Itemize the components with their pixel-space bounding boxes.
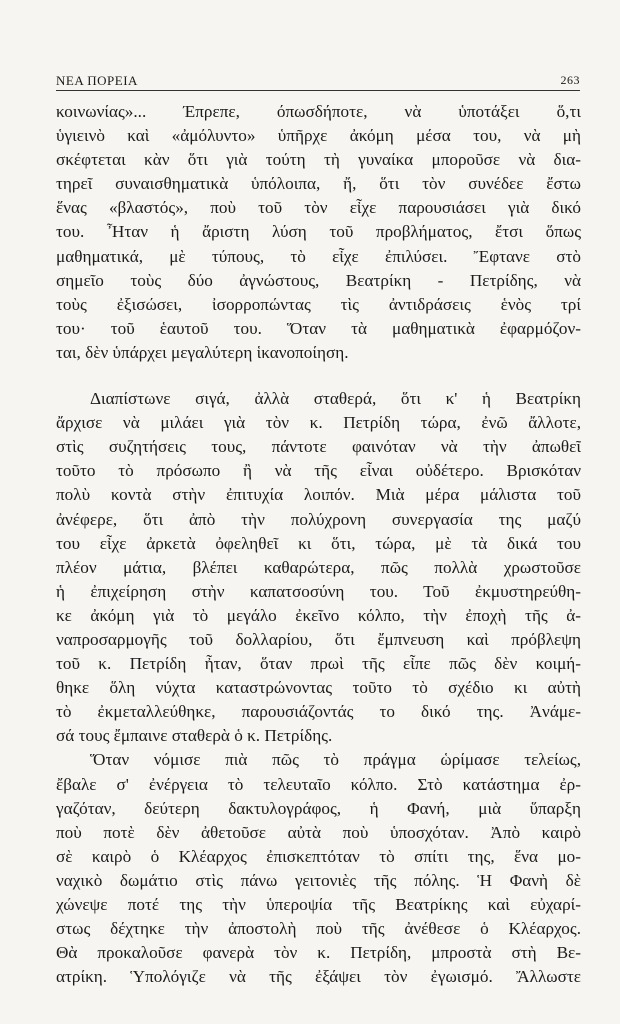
text-line: ναπροσαρμογῆς τοῦ δολλαρίου, ὅτι ἔμπνευση καὶ πρόβλεψη [56,629,581,649]
text-line: του εἶχε ἀρκετὰ ὀφεληθεῖ κι ὅτι, τώρα, μὲ τὰ δικά του [56,533,581,553]
text-line: ἄρχισε νὰ μιλάει γιὰ τὸν κ. Πετρίδη τώρα, ἐνῶ ἄλλοτε, [56,413,581,433]
text-line: του. Ἦταν ἡ ἄριστη λύση τοῦ προβλήματος, ἔτσι ὅπως [56,222,581,242]
text-line: σά τους ἔμπαινε σταθερὰ ὁ κ. Πετρίδης. [56,726,333,746]
text-line: κοινωνίας»... Έπρεπε, όπωσδήποτε, νὰ ὑποτάξει ὅ,τι [56,102,581,121]
text-line: σὲ καιρὸ ὁ Κλέαρχος ἐπισκεπτόταν τὸ σπίτι της, ἕνα μο- [56,846,581,866]
text-line: ἕνας «βλαστός», ποὺ τοῦ τὸν εἶχε παρουσιάσει γιὰ δικό [56,198,581,218]
text-line: ἡ ἐπιχείρηση στὴν καπατσοσύνη του. Τοῦ ἐκμυστηρεύθη- [56,581,581,601]
text-line: στὶς συζητήσεις τους, πάντοτε φαινόταν νὰ τὴν ἀπωθεῖ [56,437,581,457]
text-line: ἀνέφερε, ὅτι ἀπὸ τὴν πολύχρονη συνεργασία της μαζύ [56,509,581,529]
text-line: μαθηματικά, μὲ τύπους, τὸ εἶχε ἐπιλύσει. Ἔφτανε στὸ [56,246,581,266]
journal-title: ΝΕΑ ΠΟΡΕΙΑ [56,73,138,88]
page-body [56,100,581,989]
text-line: Θὰ προκαλοῦσε φανερὰ τὸν κ. Πετρίδη, μπροστὰ στὴ Βε- [56,943,581,963]
text-line: πολὺ κοντὰ στὴν ἐπιτυχία λοιπόν. Μιὰ μέρα μάλιστα τοῦ [56,485,581,505]
text-line: τηρεῖ συναισθηματικὰ ὑπόλοιπα, ἤ, ὅτι τὸν συνέδεε ἔστω [56,174,581,194]
text-line: ται, δὲν ὑπάρχει μεγαλύτερη ἱκανοποίηση. [56,342,349,362]
text-line: τοῦτο τὸ πρόσωπο ἢ νὰ τῆς εἶναι οὐδέτερο. Βρισκόταν [56,461,581,481]
paragraph-1 [56,100,581,365]
text-line: χώνεψε ποτέ της τὴν ὑπεροψία τῆς Βεατρίκης καὶ εὐχαρί- [56,895,581,914]
text-line: ὑγιεινὸ καὶ «ἀμόλυντο» ὑπῆρχε ἀκόμη μέσα του, νὰ μὴ [56,126,581,146]
text-line: ἔβαλε σ' ἐνέργεια τὸ τελευταῖο κόλπο. Στὸ κατάστημα ἐρ- [56,774,581,794]
text-line: σημεῖο τοὺς δύο ἀγνώστους, Βεατρίκη - Πετρίδης, νὰ [56,270,581,290]
paragraph-2 [56,387,581,748]
text-line: τὸ ἐκμεταλλεύθηκε, παρουσιάζοντάς το δικό της. Ἀνάμε- [56,702,581,722]
text-line: σκέφτεται κὰν ὅτι γιὰ τούτη τὴ γυναίκα μποροῦσε νὰ δια- [56,150,581,170]
text-line: ναχικὸ δωμάτιο στὶς πάνω γειτονιὲς τῆς πόλης. Ἡ Φανὴ δὲ [56,870,581,890]
running-header [56,70,580,91]
text-line: γαζόταν, δεύτερη δακτυλογράφος, ἡ Φανή, μιὰ ὕπαρξη [56,798,581,818]
text-line: του· τοῦ ἑαυτοῦ του. Ὅταν τὰ μαθηματικὰ ἐφαρμόζον- [56,318,581,338]
page-number: 263 [560,73,580,87]
text-line: θηκε ὅλη νύχτα καταστρώνοντας τοῦτο τὸ σχέδιο κι αὐτὴ [56,678,581,698]
text-line: Διαπίστωνε σιγά, ἀλλὰ σταθερά, ὅτι κ' ἡ Βεατρίκη [90,389,581,409]
text-line: τοὺς ἐξισώσει, ἰσορροπώντας τὶς ἀντιδράσεις ἑνὸς τρί [56,294,581,314]
text-line: ατρίκη. Ὑπολόγιζε νὰ τῆς ἐξάψει τὸν ἐγωισμό. Ἄλλωστε [56,967,581,987]
text-line: πλέον μάτια, βλέπει καθαρώτερα, πῶς πολλὰ χρωστοῦσε [56,557,581,577]
text-line: κε ἀκόμη γιὰ τὸ μεγάλο ἐκεῖνο κόλπο, τὴν ἐποχὴ τῆς ἀ- [56,605,581,625]
text-line: στως δέχτηκε τὴν ἀποστολὴ ποὺ τῆς ἀνέθεσε ὁ Κλέαρχος. [56,919,581,939]
text-line: τοῦ κ. Πετρίδη ἦταν, ὅταν πρωὶ τῆς εἶπε πῶς δὲν κοιμή- [56,654,581,674]
text-line: ποὺ ποτὲ δὲν ἀθετοῦσε αὐτὰ ποὺ ὑποσχόταν. Ἀπὸ καιρὸ [56,822,581,842]
text-line: Ὅταν νόμισε πιὰ πῶς τὸ πράγμα ὡρίμασε τελείως, [90,750,581,770]
paragraph-3 [56,748,581,989]
paragraph-gap [56,365,581,387]
